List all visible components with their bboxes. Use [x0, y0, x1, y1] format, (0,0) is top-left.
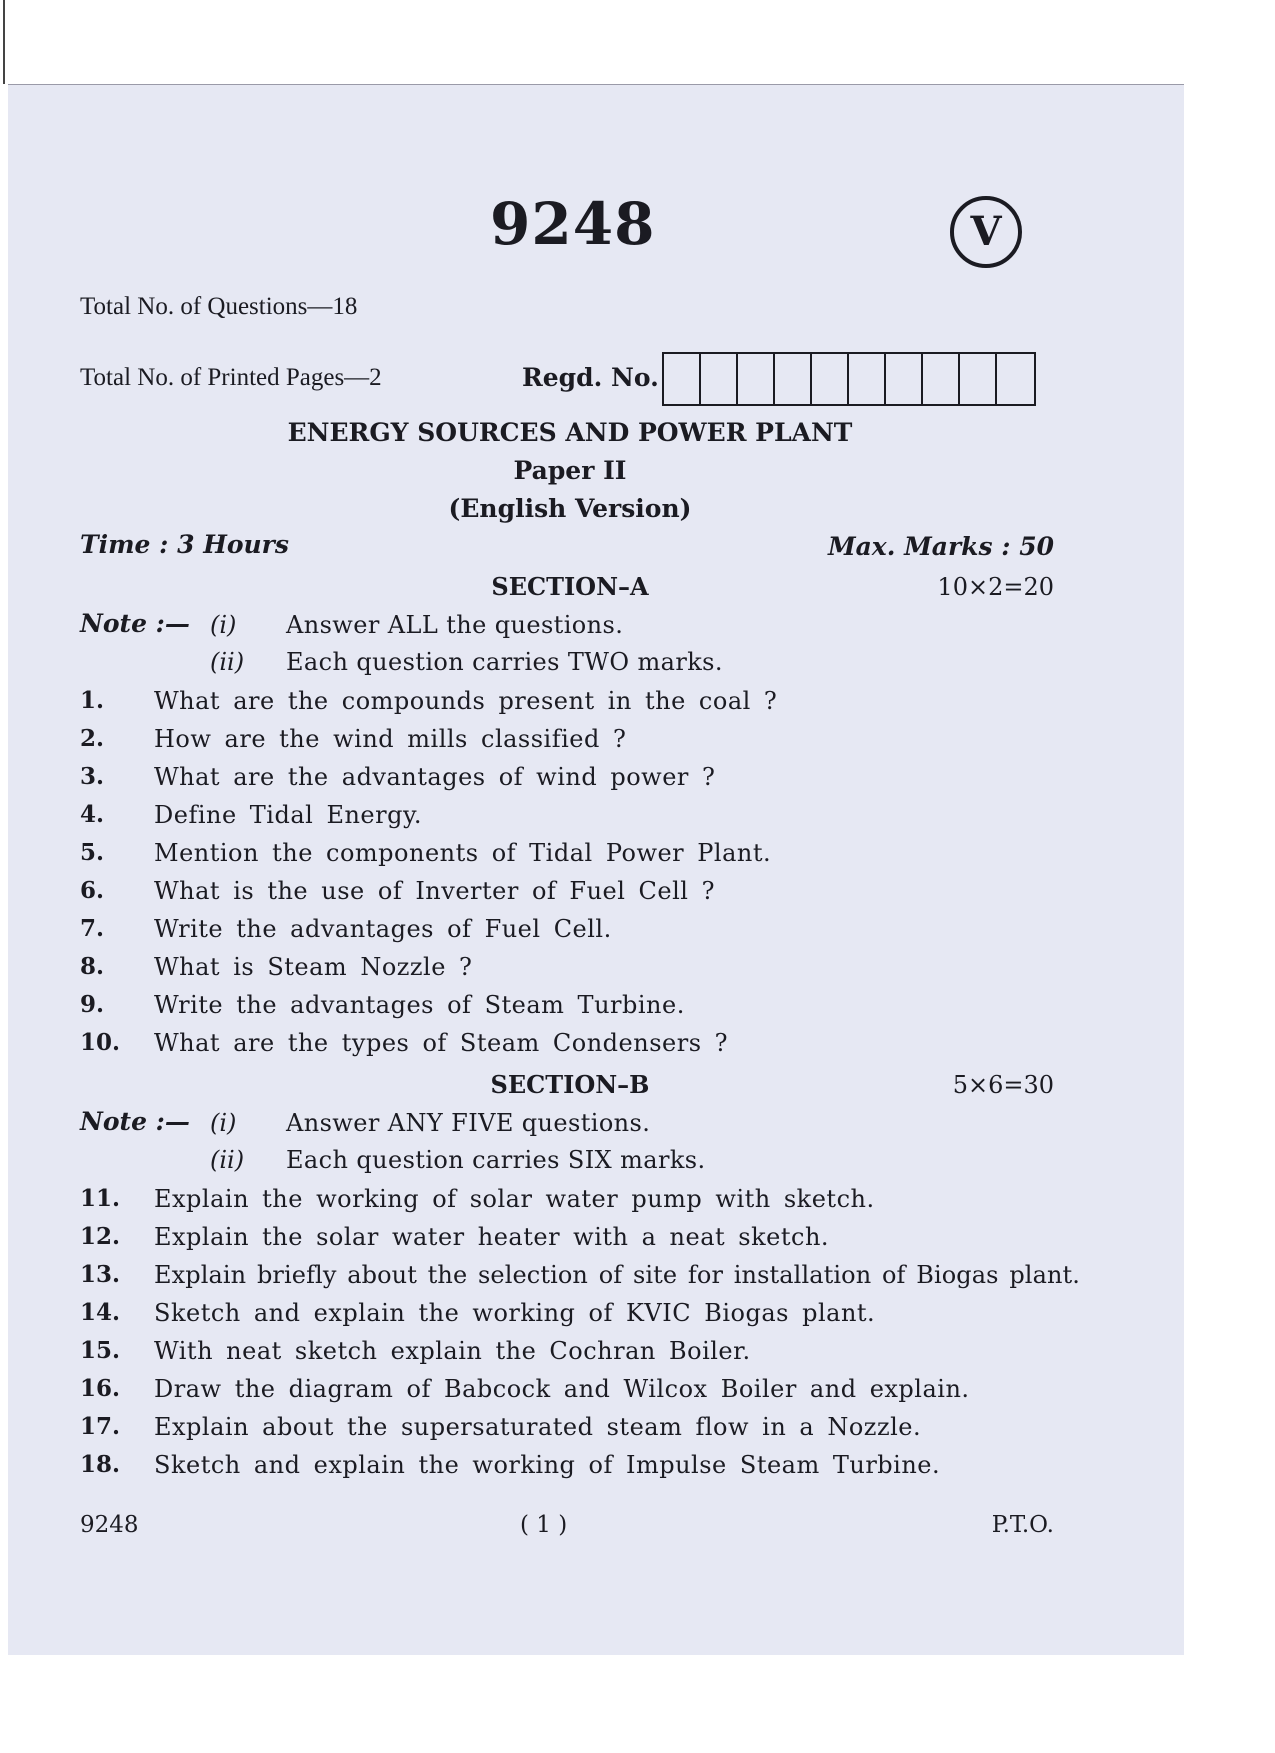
question-number: 2. [80, 725, 105, 752]
page-number: ( 1 ) [520, 1512, 568, 1538]
question-number: 12. [80, 1223, 121, 1250]
question-text: Write the advantages of Fuel Cell. [154, 915, 612, 943]
question-text: Write the advantages of Steam Turbine. [154, 991, 685, 1019]
question-number: 3. [80, 763, 105, 790]
regd-digit-box[interactable] [812, 354, 849, 404]
total-questions: Total No. of Questions—18 [80, 293, 358, 320]
regd-digit-box[interactable] [701, 354, 738, 404]
question-number: 13. [80, 1261, 121, 1288]
regd-digit-box[interactable] [923, 354, 960, 404]
question-text: What are the types of Steam Condensers ? [154, 1029, 729, 1057]
section-a-marks: 10×2=20 [937, 573, 1054, 601]
question-text: What are the advantages of wind power ? [154, 763, 716, 791]
question-number: 8. [80, 953, 105, 980]
question-number: 9. [80, 991, 105, 1018]
question-number: 16. [80, 1375, 121, 1402]
language-version: (English Version) [448, 494, 692, 523]
question-number: 6. [80, 877, 105, 904]
time-allowed: Time : 3 Hours [80, 530, 289, 559]
regd-digit-box[interactable] [997, 354, 1034, 404]
question-number: 18. [80, 1451, 121, 1478]
question-number: 15. [80, 1337, 121, 1364]
version-circle-badge: V [950, 196, 1022, 268]
regd-digit-box[interactable] [775, 354, 812, 404]
question-number: 7. [80, 915, 105, 942]
section-a-title: SECTION–A [491, 572, 649, 601]
question-text: What are the compounds present in the coal ? [154, 687, 778, 715]
question-number: 5. [80, 839, 105, 866]
question-text: Explain about the supersaturated steam flow in a Nozzle. [154, 1413, 922, 1441]
regd-digit-box[interactable] [664, 354, 701, 404]
paper-number: Paper II [513, 456, 627, 485]
question-text: Sketch and explain the working of KVIC Biogas plant. [154, 1299, 876, 1327]
section-b-note-label: Note :— [80, 1107, 190, 1136]
question-number: 14. [80, 1299, 121, 1326]
max-marks: Max. Marks : 50 [827, 532, 1054, 561]
question-number: 11. [80, 1185, 121, 1212]
question-text: Explain the solar water heater with a neat sketch. [154, 1223, 830, 1251]
question-number: 1. [80, 687, 105, 714]
total-pages: Total No. of Printed Pages—2 [80, 364, 382, 391]
regd-no-label: Regd. No. [522, 363, 659, 392]
footer-paper-code: 9248 [80, 1512, 139, 1538]
question-number: 4. [80, 801, 105, 828]
note-item-text: Answer ANY FIVE questions. [286, 1109, 651, 1137]
note-item-number: (ii) [210, 1146, 245, 1174]
question-text: Draw the diagram of Babcock and Wilcox Boiler and explain. [154, 1375, 970, 1403]
question-text: How are the wind mills classified ? [154, 725, 627, 753]
question-number: 10. [80, 1029, 121, 1056]
note-item-number: (i) [210, 611, 237, 639]
section-a-note-label: Note :— [80, 609, 190, 638]
note-item-number: (ii) [210, 648, 245, 676]
question-text: Sketch and explain the working of Impulse Steam Turbine. [154, 1451, 941, 1479]
question-number: 17. [80, 1413, 121, 1440]
regd-digit-box[interactable] [960, 354, 997, 404]
note-item-text: Answer ALL the questions. [286, 611, 624, 639]
regd-digit-box[interactable] [849, 354, 886, 404]
question-text: Explain the working of solar water pump with sketch. [154, 1185, 875, 1213]
please-turn-over: P.T.O. [991, 1512, 1054, 1538]
subject-title: ENERGY SOURCES AND POWER PLANT [287, 418, 853, 447]
note-item-number: (i) [210, 1109, 237, 1137]
regd-digit-box[interactable] [886, 354, 923, 404]
question-text: With neat sketch explain the Cochran Boiler. [154, 1337, 751, 1365]
question-text: Define Tidal Energy. [154, 801, 422, 829]
note-item-text: Each question carries TWO marks. [286, 648, 723, 676]
regd-no-boxes[interactable] [662, 352, 1036, 406]
section-b-title: SECTION–B [490, 1070, 650, 1099]
section-b-marks: 5×6=30 [952, 1071, 1054, 1099]
question-text: Explain briefly about the selection of site for installation of Biogas plant. [154, 1261, 1081, 1289]
scan-edge-line [3, 0, 5, 84]
question-text: Mention the components of Tidal Power Plant. [154, 839, 772, 867]
note-item-text: Each question carries SIX marks. [286, 1146, 706, 1174]
question-text: What is Steam Nozzle ? [154, 953, 473, 981]
regd-digit-box[interactable] [738, 354, 775, 404]
question-text: What is the use of Inverter of Fuel Cell ? [154, 877, 715, 905]
paper-code: 9248 [490, 190, 656, 258]
